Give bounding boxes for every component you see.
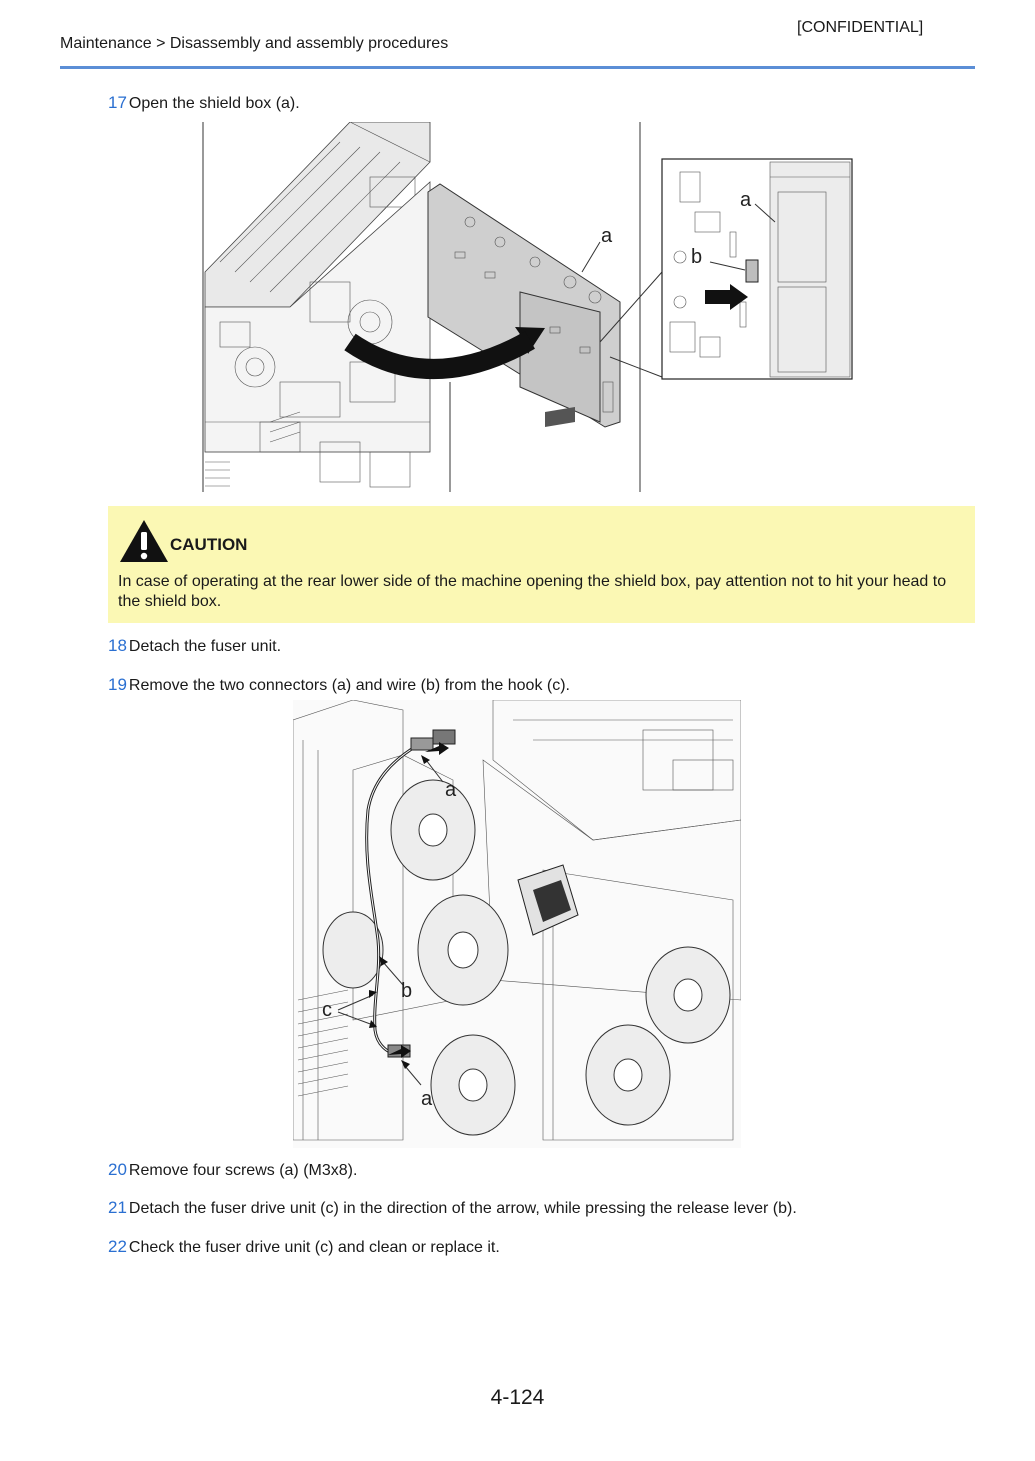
label-a-bottom-connector: a xyxy=(421,1088,433,1110)
step-text: Check the fuser drive unit (c) and clean or replace it. xyxy=(128,1239,500,1256)
caution-title: CAUTION xyxy=(170,535,248,554)
breadcrumb: Maintenance > Disassembly and assembly procedures xyxy=(60,35,449,52)
fuser-drive-connector-illustration xyxy=(293,700,741,1148)
label-a-inset: a xyxy=(740,189,752,211)
label-b-wire: b xyxy=(401,980,413,1002)
step-text: Remove four screws (a) (M3x8). xyxy=(128,1162,358,1179)
warning-triangle-icon xyxy=(118,518,170,564)
step-17 xyxy=(108,93,300,113)
step-text: Open the shield box (a). xyxy=(128,95,300,112)
step-text: Detach the fuser unit. xyxy=(128,638,282,655)
step-20 xyxy=(108,1160,357,1180)
step-19 xyxy=(108,675,570,695)
step-number: 17 xyxy=(108,93,127,112)
caution-text: In case of operating at the rear lower side of the machine opening the shield box, pay attention not to hit your head to the shield box. xyxy=(118,573,947,610)
step-number: 19 xyxy=(108,675,127,694)
step-number: 22 xyxy=(108,1237,127,1256)
step-21 xyxy=(108,1198,797,1218)
label-c-hook: c xyxy=(322,999,332,1021)
step-22 xyxy=(108,1237,500,1257)
step-number: 21 xyxy=(108,1198,127,1217)
step-text: Detach the fuser drive unit (c) in the direction of the arrow, while pressing the release lever (b). xyxy=(128,1200,797,1217)
step-number: 18 xyxy=(108,636,127,655)
header-divider xyxy=(60,66,975,69)
step-18 xyxy=(108,636,281,656)
step-text: Remove the two connectors (a) and wire (b) from the hook (c). xyxy=(128,677,570,694)
step-number: 20 xyxy=(108,1160,127,1179)
label-a-shield-box: a xyxy=(601,225,613,247)
label-b-inset: b xyxy=(691,246,703,268)
confidential-label: [CONFIDENTIAL] xyxy=(797,19,924,36)
page-number: 4-124 xyxy=(490,1386,545,1409)
shield-box-illustration xyxy=(200,122,860,492)
label-a-top-connector: a xyxy=(445,779,457,801)
